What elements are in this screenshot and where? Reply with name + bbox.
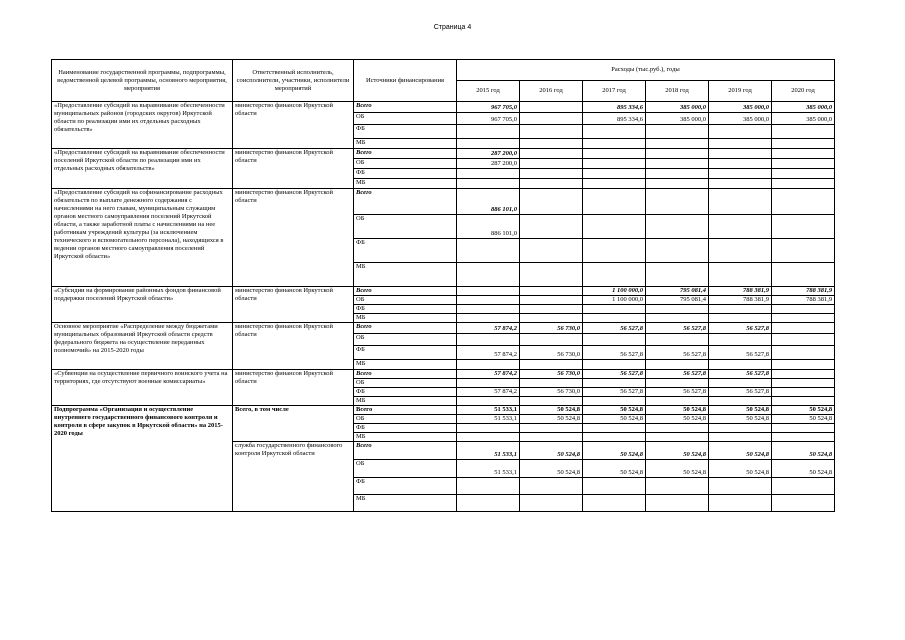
row-executor: министерство финансов Иркутской области bbox=[233, 149, 354, 189]
source-ob: ОБ bbox=[354, 159, 457, 169]
source-ob: ОБ bbox=[354, 379, 457, 388]
source-fb: ФБ bbox=[354, 125, 457, 139]
source-mb: МБ bbox=[354, 179, 457, 189]
header-source: Источники финансирования bbox=[354, 60, 457, 102]
value-cell: 788 381,9 bbox=[772, 296, 835, 305]
header-year: 2017 год bbox=[583, 81, 646, 102]
value-cell bbox=[583, 159, 646, 169]
row-executor: министерство финансов Иркутской области bbox=[233, 189, 354, 287]
source-total-plain: Всего bbox=[354, 406, 457, 415]
value-cell: 56 527,8 bbox=[583, 346, 646, 360]
source-fb: ФБ bbox=[354, 424, 457, 433]
value-cell: 56 527,8 bbox=[646, 346, 709, 360]
value-cell: 50 524,8 bbox=[709, 415, 772, 424]
row-name: «Субвенции на осуществление первичного воинского учета на территориях, где отсутствуют военные комиссариаты» bbox=[52, 370, 233, 406]
value-cell: 385 000,0 bbox=[772, 102, 835, 113]
row-executor: министерство финансов Иркутской области bbox=[233, 102, 354, 149]
value-cell bbox=[583, 215, 646, 239]
value-cell: 788 381,9 bbox=[709, 287, 772, 296]
value-cell: 385 000,0 bbox=[709, 102, 772, 113]
row-executor: министерство финансов Иркутской области bbox=[233, 287, 354, 323]
source-fb: ФБ bbox=[354, 346, 457, 360]
source-ob: ОБ bbox=[354, 415, 457, 424]
value-cell: 385 000,0 bbox=[646, 113, 709, 125]
value-cell bbox=[709, 215, 772, 239]
value-cell bbox=[772, 189, 835, 215]
source-mb: МБ bbox=[354, 433, 457, 442]
value-cell: 1 100 000,0 bbox=[583, 296, 646, 305]
value-cell bbox=[646, 189, 709, 215]
value-cell: 886 101,0 bbox=[457, 189, 520, 215]
value-cell: 57 874,2 bbox=[457, 388, 520, 397]
source-total: Всего bbox=[354, 442, 457, 460]
value-cell: 57 874,2 bbox=[457, 323, 520, 334]
value-cell: 57 874,2 bbox=[457, 346, 520, 360]
value-cell bbox=[520, 189, 583, 215]
value-cell: 50 524,8 bbox=[772, 415, 835, 424]
value-cell bbox=[520, 149, 583, 159]
value-cell: 50 524,8 bbox=[520, 460, 583, 478]
value-cell: 50 524,8 bbox=[583, 460, 646, 478]
source-total: Всего bbox=[354, 149, 457, 159]
value-cell: 56 527,8 bbox=[646, 323, 709, 334]
value-cell: 886 101,0 bbox=[457, 215, 520, 239]
value-cell: 788 381,9 bbox=[709, 296, 772, 305]
value-cell bbox=[709, 189, 772, 215]
value-cell: 50 524,8 bbox=[583, 442, 646, 460]
value-cell: 50 524,8 bbox=[646, 415, 709, 424]
value-cell bbox=[646, 149, 709, 159]
source-mb: МБ bbox=[354, 360, 457, 370]
header-expenses: Расходы (тыс.руб.), годы bbox=[457, 60, 835, 81]
value-cell: 56 527,8 bbox=[646, 370, 709, 379]
value-cell: 50 524,8 bbox=[520, 406, 583, 415]
source-ob: ОБ bbox=[354, 334, 457, 346]
row-name: «Субсидии на формирование районных фондов финансовой поддержки поселений Иркутской области» bbox=[52, 287, 233, 323]
row-name: «Предоставление субсидий на софинансирование расходных обязательств по выплате денежного содержания с начислениями на него главам, муниципальным служащим органов местного самоуправления поселений Иркутской области, а также заработной платы с начислениями на нее работникам учреждений культуры (за исключением технического и вспомогательного персонала), находящихся в ведении органов местного самоуправления поселений Иркутской области» bbox=[52, 189, 233, 287]
value-cell bbox=[583, 149, 646, 159]
value-cell: 50 524,8 bbox=[709, 460, 772, 478]
value-cell bbox=[520, 159, 583, 169]
value-cell bbox=[709, 159, 772, 169]
value-cell: 1 100 000,0 bbox=[583, 287, 646, 296]
value-cell: 967 705,0 bbox=[457, 113, 520, 125]
header-year: 2020 год bbox=[772, 81, 835, 102]
value-cell bbox=[583, 189, 646, 215]
value-cell bbox=[772, 159, 835, 169]
expenses-table bbox=[51, 59, 835, 512]
value-cell: 50 524,8 bbox=[709, 442, 772, 460]
value-cell bbox=[646, 159, 709, 169]
value-cell bbox=[520, 215, 583, 239]
value-cell bbox=[520, 287, 583, 296]
source-mb: МБ bbox=[354, 139, 457, 149]
value-cell bbox=[457, 296, 520, 305]
header-executor: Ответственный исполнитель, соисполнители, участники, исполнители мероприятий bbox=[233, 60, 354, 102]
value-cell: 795 081,4 bbox=[646, 287, 709, 296]
source-fb: ФБ bbox=[354, 388, 457, 397]
row-name: Основное мероприятие «Распределение между бюджетами муниципальных образований Иркутской области средств федерального бюджета на осуществление переданных полномочий» на 2015-2020 годы bbox=[52, 323, 233, 370]
row-name: «Предоставление субсидий на выравнивание обеспеченности муниципальных районов (городских округов) Иркутской области по реализации ими их отдельных расходных обязательств» bbox=[52, 102, 233, 149]
header-name: Наименование государственной программы, подпрограммы, ведомственной целевой программы, основного мероприятия, мероприятия bbox=[52, 60, 233, 102]
value-cell: 50 524,8 bbox=[646, 442, 709, 460]
value-cell: 56 730,0 bbox=[520, 370, 583, 379]
expenses-table-frame bbox=[51, 59, 834, 537]
header-year: 2016 год bbox=[520, 81, 583, 102]
source-total: Всего bbox=[354, 323, 457, 334]
header-year: 2019 год bbox=[709, 81, 772, 102]
value-cell: 56 730,0 bbox=[520, 323, 583, 334]
row-name: «Предоставление субсидий на выравнивание обеспеченности поселений Иркутской области по реализации ими их отдельных расходных обязательств» bbox=[52, 149, 233, 189]
row-executor: министерство финансов Иркутской области bbox=[233, 370, 354, 406]
source-mb: МБ bbox=[354, 397, 457, 406]
value-cell: 287 200,0 bbox=[457, 149, 520, 159]
source-mb: МБ bbox=[354, 263, 457, 287]
value-cell: 51 533,1 bbox=[457, 460, 520, 478]
value-cell: 385 000,0 bbox=[646, 102, 709, 113]
value-cell bbox=[772, 346, 835, 360]
source-fb: ФБ bbox=[354, 239, 457, 263]
value-cell: 51 533,1 bbox=[457, 415, 520, 424]
value-cell bbox=[520, 113, 583, 125]
value-cell: 385 000,0 bbox=[772, 113, 835, 125]
value-cell: 56 527,8 bbox=[583, 323, 646, 334]
row-executor: министерство финансов Иркутской области bbox=[233, 323, 354, 370]
page-number-label: Страница 4 bbox=[433, 24, 472, 31]
value-cell: 51 533,1 bbox=[457, 406, 520, 415]
header-year: 2018 год bbox=[646, 81, 709, 102]
subprogram-name: Подпрограмма «Организация и осуществление внутреннего государственного финансового контроля и контроля в сфере закупок в Иркутской области» на 2015-2020 годы bbox=[52, 406, 233, 512]
source-total: Всего bbox=[354, 287, 457, 296]
value-cell bbox=[520, 296, 583, 305]
source-ob: ОБ bbox=[354, 460, 457, 478]
value-cell: 967 705,0 bbox=[457, 102, 520, 113]
value-cell: 57 874,2 bbox=[457, 370, 520, 379]
value-cell: 56 527,8 bbox=[646, 388, 709, 397]
value-cell bbox=[772, 370, 835, 379]
value-cell: 50 524,8 bbox=[709, 406, 772, 415]
value-cell: 56 730,0 bbox=[520, 346, 583, 360]
value-cell: 287 200,0 bbox=[457, 159, 520, 169]
source-total: Всего bbox=[354, 102, 457, 113]
value-cell bbox=[772, 215, 835, 239]
source-ob: ОБ bbox=[354, 113, 457, 125]
value-cell: 50 524,8 bbox=[772, 406, 835, 415]
source-total: Всего bbox=[354, 189, 457, 215]
value-cell: 56 527,8 bbox=[709, 388, 772, 397]
source-fb: ФБ bbox=[354, 169, 457, 179]
source-ob: ОБ bbox=[354, 215, 457, 239]
source-fb: ФБ bbox=[354, 478, 457, 495]
source-ob: ОБ bbox=[354, 296, 457, 305]
header-year: 2015 год bbox=[457, 81, 520, 102]
value-cell: 56 527,8 bbox=[709, 370, 772, 379]
value-cell: 50 524,8 bbox=[646, 460, 709, 478]
source-mb: МБ bbox=[354, 495, 457, 512]
value-cell: 50 524,8 bbox=[520, 415, 583, 424]
value-cell: 56 527,8 bbox=[583, 388, 646, 397]
value-cell: 50 524,8 bbox=[520, 442, 583, 460]
row-executor: служба государственного финансового контроля Иркутской области bbox=[233, 442, 354, 512]
value-cell: 788 381,9 bbox=[772, 287, 835, 296]
value-cell: 50 524,8 bbox=[583, 415, 646, 424]
value-cell: 51 533,1 bbox=[457, 442, 520, 460]
value-cell bbox=[772, 388, 835, 397]
value-cell: 50 524,8 bbox=[583, 406, 646, 415]
value-cell: 56 527,8 bbox=[709, 323, 772, 334]
value-cell: 50 524,8 bbox=[772, 442, 835, 460]
value-cell bbox=[520, 102, 583, 113]
value-cell bbox=[457, 287, 520, 296]
value-cell bbox=[646, 215, 709, 239]
value-cell: 895 334,6 bbox=[583, 102, 646, 113]
value-cell: 50 524,8 bbox=[646, 406, 709, 415]
source-mb: МБ bbox=[354, 314, 457, 323]
value-cell bbox=[772, 323, 835, 334]
value-cell: 795 081,4 bbox=[646, 296, 709, 305]
source-total: Всего bbox=[354, 370, 457, 379]
source-fb: ФБ bbox=[354, 305, 457, 314]
value-cell: 50 524,8 bbox=[772, 460, 835, 478]
value-cell bbox=[709, 149, 772, 159]
value-cell: 385 000,0 bbox=[709, 113, 772, 125]
value-cell: 56 730,0 bbox=[520, 388, 583, 397]
value-cell: 56 527,8 bbox=[583, 370, 646, 379]
value-cell: 56 527,8 bbox=[709, 346, 772, 360]
value-cell: 895 334,6 bbox=[583, 113, 646, 125]
row-executor: Всего, в том числе bbox=[233, 406, 354, 442]
value-cell bbox=[772, 149, 835, 159]
